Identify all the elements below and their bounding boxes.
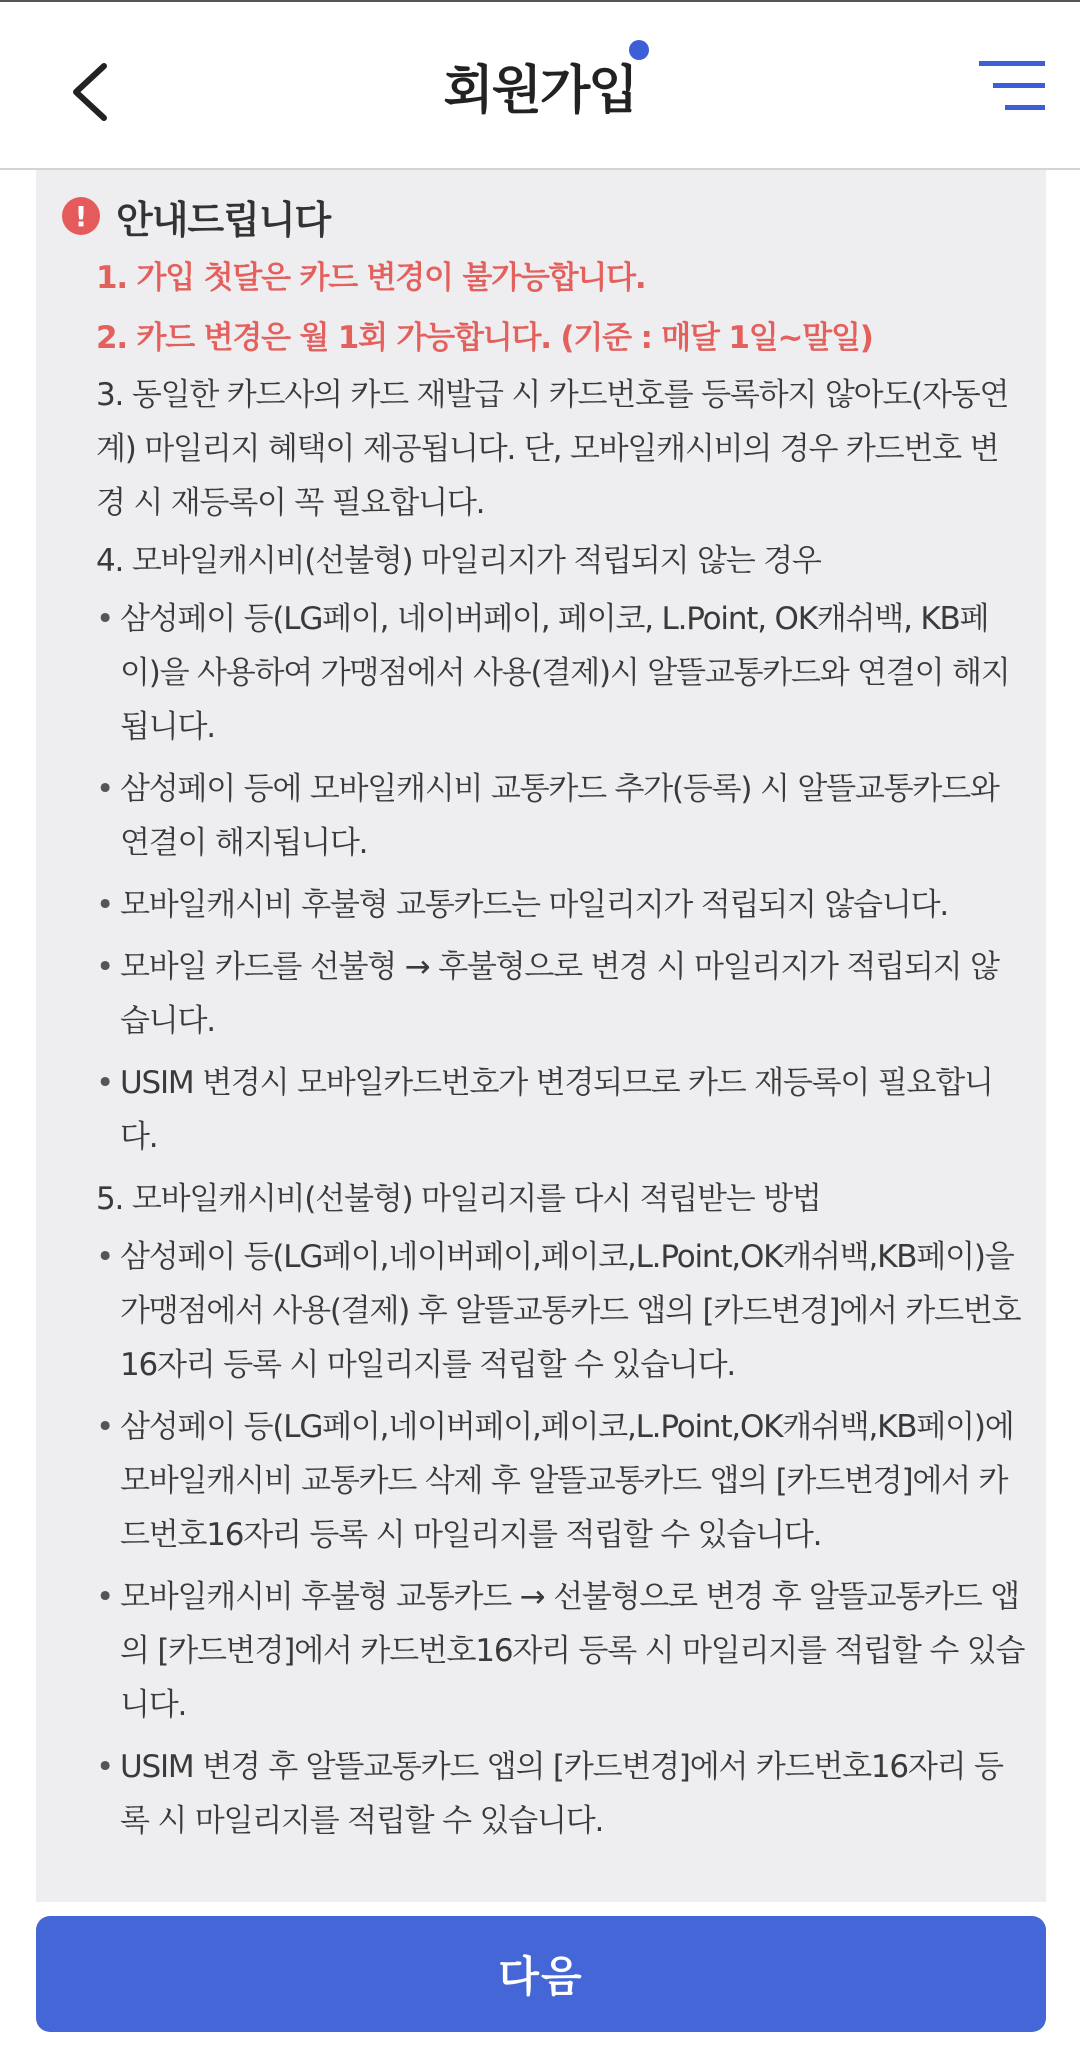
next-button[interactable]: 다음 [36,1916,1046,2032]
notice-item-1: 1. 가입 첫달은 카드 변경이 불가능합니다. [96,260,646,296]
scroll-fade [36,1862,1046,1902]
page-title: 회원가입 [443,61,637,121]
list-item: • USIM 변경시 모바일카드번호가 변경되므로 카드 재등록이 필요합니다. [96,1056,1026,1164]
notice-content [96,248,1026,1856]
notice-item-2: 2. 카드 변경은 월 1회 가능합니다. (기준 : 매달 1일~말일) [96,320,873,356]
list-item: • 삼성페이 등(LG페이, 네이버페이, 페이코, L.Point, OK캐쉬백, KB페이)을 사용하여 가맹점에서 사용(결제)시 알뜰교통카드와 연결이 해지됩니다. [96,592,1026,754]
menu-button[interactable] [975,57,1047,117]
notice-item-3: 3. 동일한 카드사의 카드 재발급 시 카드번호를 등록하지 않아도(자동연계) 마일리지 혜택이 제공됩니다. 단, 모바일캐시비의 경우 카드번호 변경 시 재등록이 꼭 필요합니다. [96,377,1009,521]
list-item: • 모바일캐시비 후불형 교통카드는 마일리지가 적립되지 않습니다. [96,878,1026,932]
notification-dot [629,40,649,60]
list-item: • USIM 변경 후 알뜰교통카드 앱의 [카드변경]에서 카드번호16자리 등록 시 마일리지를 적립할 수 있습니다. [96,1740,1026,1848]
exclamation-circle-icon: ! [62,197,100,235]
notice-item-5: 5. 모바일캐시비(선불형) 마일리지를 다시 적립받는 방법 [96,1181,821,1217]
notice-title: 안내드립니다 [116,197,331,242]
list-item: • 삼성페이 등(LG페이,네이버페이,페이코,L.Point,OK캐쉬백,KB페이)을 가맹점에서 사용(결제) 후 알뜰교통카드 앱의 [카드변경]에서 카드번호16자리 등록 시 마일리지를 적립할 수 있습니다. [96,1230,1026,1392]
notice-panel[interactable] [36,170,1046,1902]
list-item: • 모바일 카드를 선불형 → 후불형으로 변경 시 마일리지가 적립되지 않습니다. [96,940,1026,1048]
list-item: • 삼성페이 등에 모바일캐시비 교통카드 추가(등록) 시 알뜰교통카드와 연결이 해지됩니다. [96,762,1026,870]
notice-header [62,188,330,244]
header-bar [0,2,1080,170]
notice-item-4: 4. 모바일캐시비(선불형) 마일리지가 적립되지 않는 경우 [96,543,821,579]
list-item: • 모바일캐시비 후불형 교통카드 → 선불형으로 변경 후 알뜰교통카드 앱의 [카드변경]에서 카드번호16자리 등록 시 마일리지를 적립할 수 있습니다. [96,1570,1026,1732]
hamburger-menu-icon [975,57,1047,117]
list-item: • 삼성페이 등(LG페이,네이버페이,페이코,L.Point,OK캐쉬백,KB페이)에 모바일캐시비 교통카드 삭제 후 알뜰교통카드 앱의 [카드변경]에서 카드번호16자리 등록 시 마일리지를 적립할 수 있습니다. [96,1400,1026,1562]
